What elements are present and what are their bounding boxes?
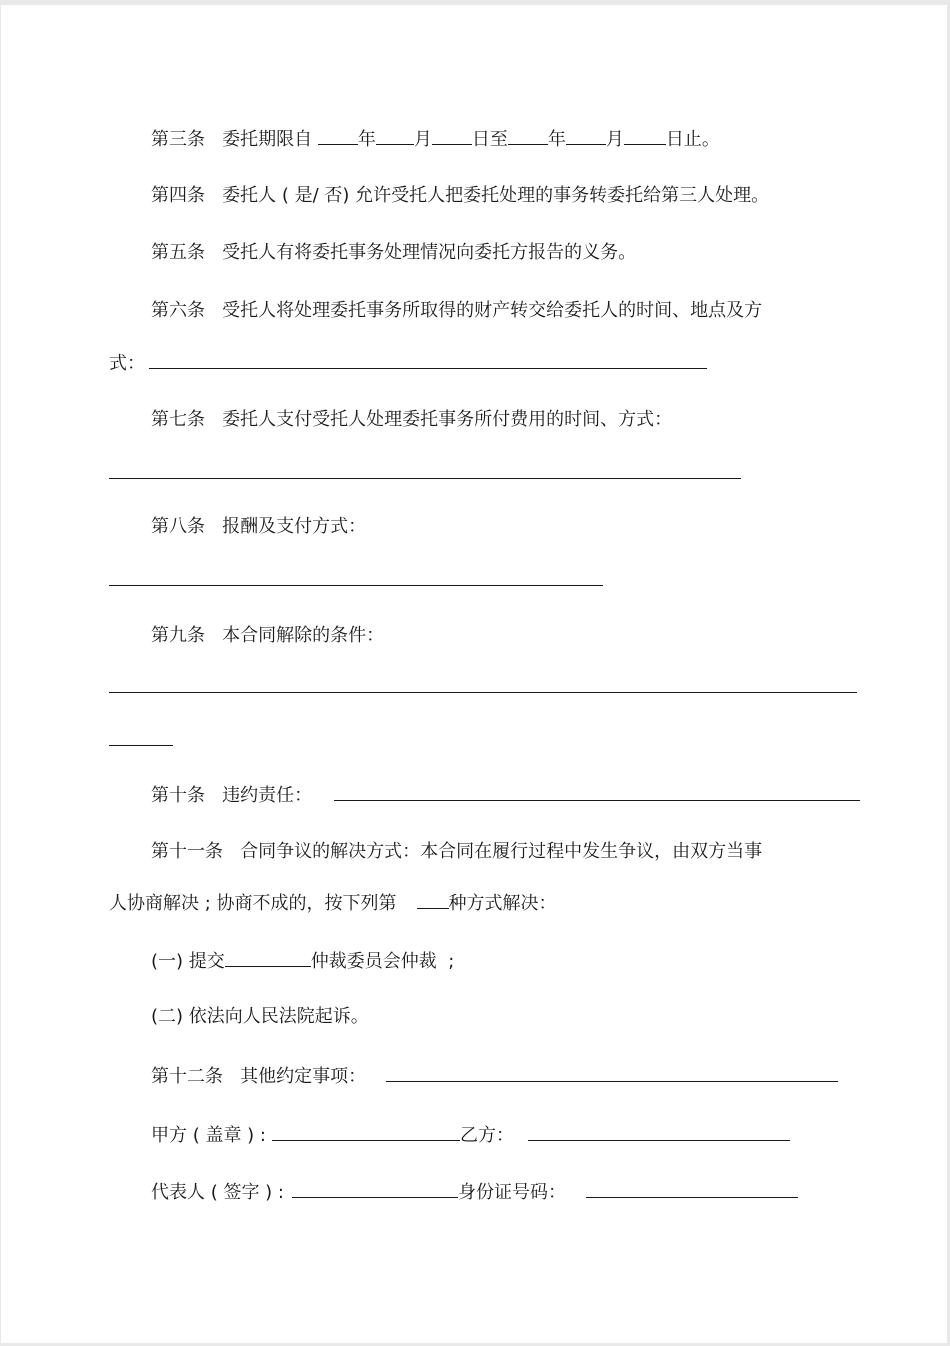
article-11-line1: 第十一条 合同争议的解决方式：本合同在履行过程中发生争议，由双方当事 — [151, 841, 763, 862]
party-b-label: 乙方： — [460, 1125, 514, 1146]
day-start-blank — [432, 126, 472, 145]
article-10-text: 第十条 违约责任： — [151, 785, 313, 806]
article-9: 第九条 本合同解除的条件： — [151, 625, 385, 646]
year-start-blank — [318, 126, 358, 145]
day-end-label: 日止。 — [665, 129, 720, 150]
party-signature-row — [151, 1122, 790, 1148]
method-number-blank — [417, 890, 449, 909]
article-11-text: 人协商解决 ; 协商不成的，按下列第 — [109, 893, 397, 914]
id-number-label: 身份证号码： — [458, 1182, 566, 1203]
id-number-blank — [586, 1179, 798, 1198]
representative-signature-blank — [292, 1179, 458, 1198]
article-8-blank — [109, 585, 603, 586]
month-label: 月 — [413, 129, 432, 150]
article-9-blank-1 — [109, 692, 857, 693]
party-b-blank — [528, 1122, 790, 1141]
article-8: 第八条 报酬及支付方式： — [151, 516, 367, 537]
month-label-2: 月 — [605, 129, 624, 150]
article-7-blank — [109, 478, 741, 479]
article-6-line2 — [109, 350, 707, 376]
month-start-blank — [376, 126, 414, 145]
party-a-label: 甲方 ( 盖章 ) : — [151, 1125, 266, 1146]
article-3-text: 第三条 委托期限自 — [151, 129, 318, 150]
article-6-blank — [149, 350, 707, 369]
document-page — [1, 5, 947, 1343]
arbitration-body-blank — [225, 948, 311, 967]
day-end-blank — [624, 126, 666, 145]
representative-label: 代表人 ( 签字 ) : — [151, 1182, 284, 1203]
month-end-blank — [566, 126, 606, 145]
article-9-blank-2 — [109, 745, 173, 746]
article-5: 第五条 受托人有将委托事务处理情况向委托方报告的义务。 — [151, 242, 637, 263]
option-2: (二) 依法向人民法院起诉。 — [151, 1006, 369, 1027]
article-3 — [151, 126, 720, 152]
article-11-line2 — [109, 890, 557, 916]
article-6-continuation: 式： — [109, 353, 145, 374]
option-1-text-end: 仲裁委员会仲裁 ; — [310, 951, 455, 972]
party-a-seal-blank — [272, 1122, 460, 1141]
article-10 — [151, 782, 860, 808]
representative-row — [151, 1179, 798, 1205]
year-end-blank — [508, 126, 548, 145]
article-6-line1: 第六条 受托人将处理委托事务所取得的财产转交给委托人的时间、地点及方 — [151, 300, 763, 321]
article-7: 第七条 委托人支付受托人处理委托事务所付费用的时间、方式： — [151, 409, 673, 430]
article-12-text: 第十二条 其他约定事项： — [151, 1066, 367, 1087]
day-to-label: 日至 — [471, 129, 508, 150]
article-12-blank — [386, 1063, 838, 1082]
option-1 — [151, 948, 454, 974]
option-1-text: (一) 提交 — [151, 951, 225, 972]
article-11-text-end: 种方式解决： — [448, 893, 557, 914]
article-12 — [151, 1063, 838, 1089]
article-4: 第四条 委托人 ( 是/ 否) 允许受托人把委托处理的事务转委托给第三人处理。 — [151, 185, 770, 206]
year-label: 年 — [357, 129, 376, 150]
article-10-blank — [334, 782, 860, 801]
year-label-2: 年 — [547, 129, 566, 150]
